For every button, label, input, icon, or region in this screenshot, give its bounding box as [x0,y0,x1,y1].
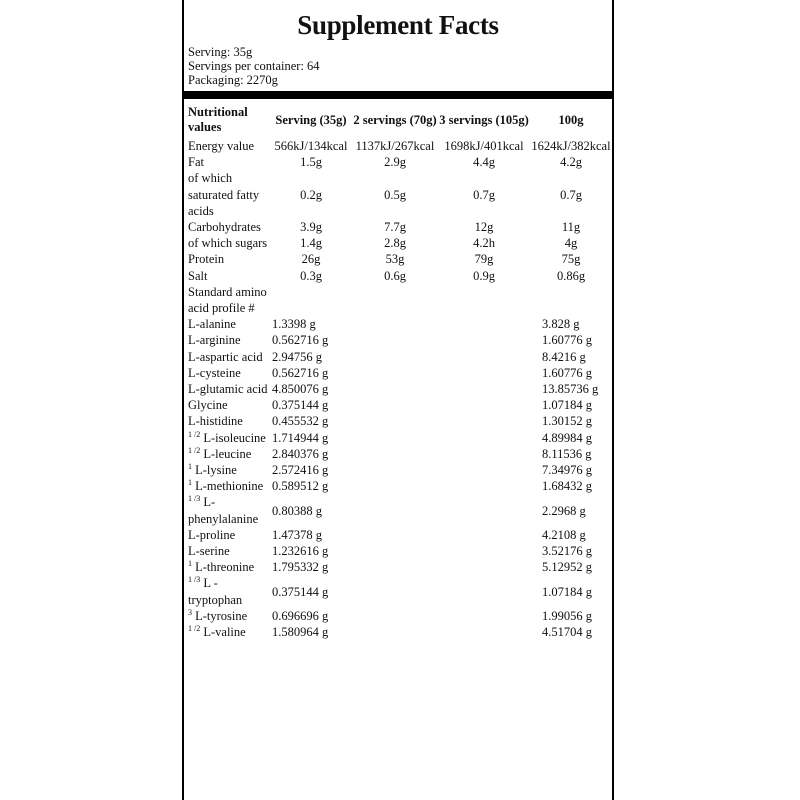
amino-per100-value: 3.828 g [542,317,580,332]
amino-serving-value: 0.80388 g [272,503,322,518]
footnote-marker: 1 /2 [188,429,201,439]
amino-acid-name [188,332,270,348]
nutrient-value: 26g [301,252,321,267]
nutrient-name: Energy value [188,139,255,153]
amino-heading: Standard amino acid profile # [188,284,267,316]
amino-acid-name [188,624,270,640]
nutrient-value: 7.7g [384,220,406,235]
table-row [188,624,612,640]
nutrient-value: 12g [474,220,494,235]
table-row [188,268,612,284]
table-header-row [188,105,612,138]
amino-serving-value: 0.375144 g [272,398,329,413]
table-row [188,543,612,559]
footnote-marker: 1 [188,462,192,472]
amino-acid-name [188,478,270,494]
amino-serving-value: 4.850076 g [272,382,329,397]
nutrient-value: 4.2h [473,236,495,251]
amino-per100-value: 1.07184 g [542,398,592,413]
amino-acid-name [188,462,270,478]
nutrient-value: 1698kJ/401kcal [444,139,524,153]
header-100g: 100g [558,112,584,127]
amino-acid-name [188,381,270,397]
amino-acid-name [188,559,270,575]
amino-acid-label: Glycine [188,398,228,413]
amino-serving-value: 2.840376 g [272,446,329,461]
table-row [188,219,612,235]
amino-per100-value: 7.34976 g [542,463,592,478]
amino-acid-label: L-isoleucine [203,430,266,445]
footnote-marker: 1 [188,559,192,569]
amino-acid-name [188,575,270,607]
table-row [188,430,612,446]
amino-acid-label: L-histidine [188,414,243,429]
table-row [188,413,612,429]
nutrient-value: 79g [474,252,494,267]
amino-per100-value: 13.85736 g [542,382,599,397]
amino-acid-label: L-arginine [188,333,241,348]
table-row [188,365,612,381]
amino-per100-value: 4.89984 g [542,430,592,445]
amino-per100-value: 5.12952 g [542,560,592,575]
nutrient-value: 11g [561,220,581,235]
nutrient-value: 53g [385,252,405,267]
table-row [188,608,612,624]
amino-per100-value: 3.52176 g [542,544,592,559]
nutrient-name: Fat [188,155,204,170]
header-2-servings: 2 servings (70g) [353,112,437,127]
serving-info [188,45,608,87]
amino-acid-name [188,446,270,462]
amino-per100-value: 2.2968 g [542,503,586,518]
amino-acid-label: L-aspartic acid [188,349,263,364]
table-row [188,235,612,251]
nutrient-value: 0.5g [384,187,406,202]
amino-serving-value: 1.47378 g [272,527,322,542]
nutrient-rows [188,138,612,284]
amino-acid-name [188,608,270,624]
table-row [188,446,612,462]
amino-acid-label: L-tyrosine [195,608,248,623]
amino-per100-value: 1.99056 g [542,608,592,623]
amino-acid-label: L-serine [188,544,230,559]
nutrient-value: 1.4g [300,236,322,251]
amino-acid-name [188,430,270,446]
footnote-marker: 1 /3 [188,494,201,504]
amino-serving-value: 0.589512 g [272,479,329,494]
servings-per-container: Servings per container: 64 [188,59,320,73]
nutrient-value: 0.7g [560,187,582,202]
amino-serving-value: 1.795332 g [272,560,329,575]
amino-serving-value: 0.455532 g [272,414,329,429]
amino-per100-value: 4.51704 g [542,625,592,640]
amino-acid-label: L-leucine [203,446,252,461]
amino-acid-name [188,316,270,332]
amino-serving-value: 0.562716 g [272,365,329,380]
table-row [188,332,612,348]
amino-per100-value: 4.2108 g [542,527,586,542]
amino-acid-name [188,494,270,526]
table-row [188,138,612,154]
amino-acid-name [188,397,270,413]
table-row [188,381,612,397]
amino-acid-label: L-alanine [188,317,236,332]
nutrient-value: 4.2g [560,155,582,170]
amino-serving-value: 1.3398 g [272,317,316,332]
table-row [188,494,612,526]
nutrition-table [188,105,612,640]
table-row [188,349,612,365]
amino-per100-value: 1.30152 g [542,414,592,429]
amino-serving-value: 2.572416 g [272,463,329,478]
amino-per100-value: 1.68432 g [542,479,592,494]
amino-acid-label: L-threonine [195,560,255,575]
nutrient-name: Carbohydrates [188,220,261,235]
footnote-marker: 1 [188,478,192,488]
amino-serving-value: 0.375144 g [272,584,329,599]
amino-serving-value: 1.714944 g [272,430,329,445]
amino-per100-value: 8.11536 g [542,446,592,461]
amino-acid-label: L-cysteine [188,365,241,380]
table-row [188,575,612,607]
amino-acid-label: L-phenylalanine [188,495,259,526]
amino-acid-label: L-glutamic acid [188,382,268,397]
nutrient-value: 1.5g [300,155,322,170]
packaging: Packaging: 2270g [188,73,278,87]
nutrient-value: 4g [564,236,578,251]
nutrient-value: 566kJ/134kcal [274,139,348,153]
thick-divider [184,91,612,99]
table-row [188,170,612,219]
amino-acid-name [188,543,270,559]
nutrient-name: Salt [188,268,208,283]
amino-rows [188,316,612,640]
table-row [188,478,612,494]
amino-serving-value: 1.580964 g [272,625,329,640]
header-nutritional-values: Nutritional values [188,105,248,134]
nutrient-value: 0.86g [556,268,586,283]
amino-acid-name [188,365,270,381]
table-row [188,251,612,267]
amino-acid-name [188,413,270,429]
footnote-marker: 1 /2 [188,624,201,634]
table-row [188,462,612,478]
amino-serving-value: 0.696696 g [272,608,329,623]
amino-heading-section [188,284,612,316]
footnote-marker: 3 [188,607,192,617]
nutrient-value: 0.6g [384,268,406,283]
panel-title: Supplement Facts [297,10,499,40]
nutrient-value: 4.4g [473,155,495,170]
nutrient-value: 0.9g [473,268,495,283]
nutrient-value: 1137kJ/267kcal [355,139,435,153]
nutrient-name: Protein [188,252,225,267]
amino-acid-label: L-proline [188,527,236,542]
amino-heading-row [188,284,612,316]
serving-size: Serving: 35g [188,45,253,59]
amino-serving-value: 2.94756 g [272,349,322,364]
nutrient-value: 3.9g [300,220,322,235]
header-serving: Serving (35g) [275,112,347,127]
nutrient-value: 1624kJ/382kcal [531,139,611,153]
amino-serving-value: 1.232616 g [272,544,329,559]
amino-acid-name [188,349,270,365]
amino-acid-label: L-methionine [195,479,264,494]
table-row [188,559,612,575]
header-3-servings: 3 servings (105g) [439,112,529,127]
amino-acid-label: L - tryptophan [188,576,243,607]
nutrient-value: 0.2g [300,187,322,202]
amino-acid-label: L-valine [203,625,246,640]
table-row [188,527,612,543]
amino-per100-value: 1.07184 g [542,584,592,599]
nutrient-value: 2.9g [384,155,406,170]
table-row [188,316,612,332]
footnote-marker: 1 /2 [188,445,201,455]
nutrient-name: of which sugars [188,236,268,251]
footnote-marker: 1 /3 [188,575,201,585]
amino-acid-label: L-lysine [195,463,237,478]
table-row [188,397,612,413]
nutrient-value: 75g [561,252,581,267]
supplement-facts-panel [182,0,614,800]
nutrient-value: 2.8g [384,236,406,251]
table-row [188,154,612,170]
nutrient-name: of which saturated fatty acids [188,171,260,218]
amino-acid-name [188,527,270,543]
amino-per100-value: 1.60776 g [542,333,592,348]
amino-per100-value: 8.4216 g [542,349,586,364]
amino-per100-value: 1.60776 g [542,365,592,380]
amino-serving-value: 0.562716 g [272,333,329,348]
nutrient-value: 0.7g [473,187,495,202]
nutrient-value: 0.3g [300,268,322,283]
